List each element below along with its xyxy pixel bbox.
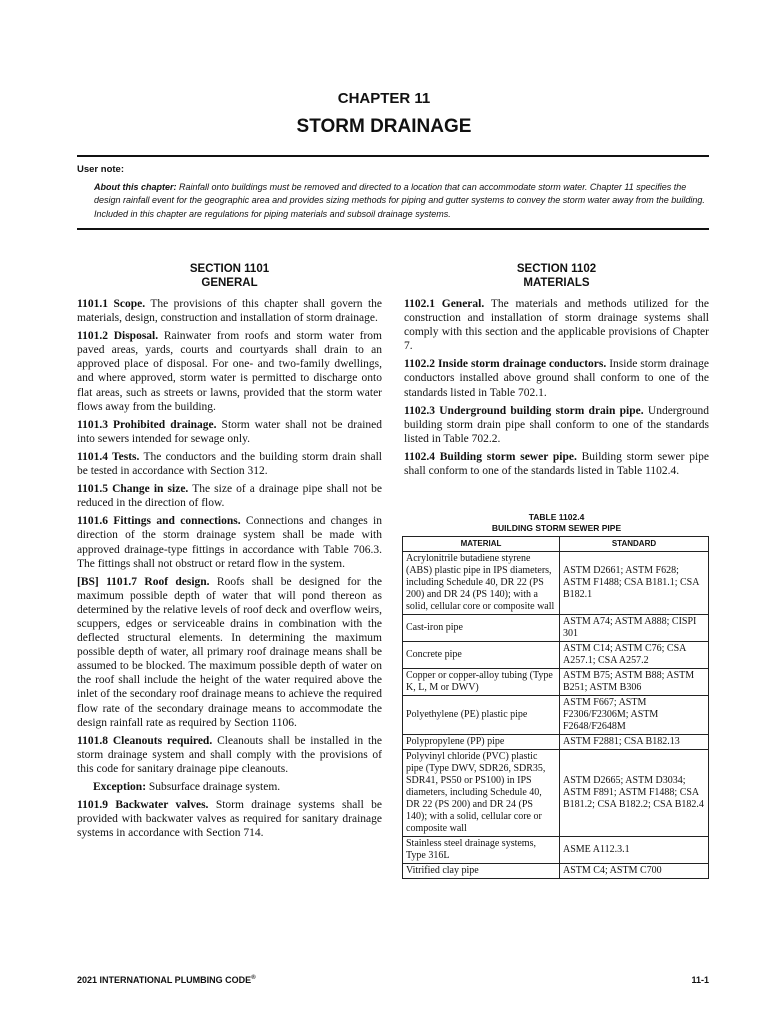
material-cell: Polyvinyl chloride (PVC) plastic pipe (Type DWV, SDR26, SDR35, SDR41, PS50 or PS100) in IPS diameters, including Schedule 40, DR 22 (PS 200) and DR 24 (PS 140); with a solid, cellular core or composite wall [403, 750, 560, 837]
section-1101-heading [77, 262, 382, 290]
material-cell: Polyethylene (PE) plastic pipe [403, 696, 560, 735]
material-cell: Stainless steel drainage systems, Type 316L [403, 837, 560, 864]
paragraph-1101-1 [77, 297, 382, 325]
paragraph-lead: 1101.1 Scope. [77, 298, 146, 310]
standard-cell: ASME A112.3.1 [560, 837, 709, 864]
paragraph-text: The materials and methods utilized for the construction and installation of storm drainage systems shall comply with this section and the applicable provisions of Chapter 7. [404, 298, 710, 353]
paragraph-1101-8 [77, 734, 382, 776]
table-1102-4-caption [404, 512, 709, 534]
paragraph-text: Storm drainage systems shall be provided with backwater valves as required for sanitary drainage systems in accordance with Section 714. [77, 799, 382, 840]
section-1102-title: MATERIALS [523, 277, 590, 289]
header-standard: STANDARD [560, 537, 709, 552]
section-1102-number: SECTION 1102 [516, 263, 597, 275]
footer-book-title [77, 975, 256, 985]
table-row [403, 615, 709, 642]
paragraph-lead: 1101.8 Cleanouts required. [77, 734, 213, 747]
paragraph-text: Storm water shall not be drained into sewers intended for sewage only. [77, 418, 383, 445]
standard-cell: ASTM D2661; ASTM F628; ASTM F1488; CSA B181.1; CSA B182.1 [560, 552, 709, 615]
table-row [403, 669, 709, 696]
paragraph-1101-9 [77, 798, 382, 840]
paragraph-1101-7 [77, 575, 382, 730]
paragraph-text: Underground building storm drain pipe shall conform to one of the standards listed in Table 702.2. [404, 404, 710, 445]
user-note-bottom-rule [77, 228, 709, 230]
table-row [403, 696, 709, 735]
paragraph-text: Rainwater from roofs and storm water from paved areas, yards, courts and courtyards shall drain to an approved place of disposal. For one- and two-family dwellings, and where approved, storm water is permitted to discharge onto flat areas, such as streets or lawns, provided that the storm water flows away from the building. [77, 330, 382, 413]
paragraph-lead: [BS] 1101.7 Roof design. [77, 575, 210, 588]
standard-cell: ASTM A74; ASTM A888; CISPI 301 [560, 615, 709, 642]
table-number: TABLE 1102.4 [528, 512, 585, 522]
paragraph-text: Connections and changes in direction of the storm drainage system shall be made with approved drainage-type fittings in accordance with Table 706.3. The fittings shall not obstruct or retard flow in the system. [77, 515, 382, 570]
paragraph-lead: 1101.4 Tests. [77, 450, 140, 463]
user-note-label: User note: [77, 164, 124, 175]
material-cell: Vitrified clay pipe [403, 864, 560, 879]
paragraph-1101-2 [77, 329, 382, 414]
material-cell: Cast-iron pipe [403, 615, 560, 642]
user-note-top-rule [77, 155, 709, 157]
section-1101-column [77, 262, 382, 844]
paragraph-1101-5 [77, 482, 382, 510]
registered-mark: ® [251, 975, 256, 981]
standard-cell: ASTM F667; ASTM F2306/F2306M; ASTM F2648/F2648M [560, 696, 709, 735]
paragraph-text: The provisions of this chapter shall govern the materials, design, construction and installation of storm drainage. [77, 298, 382, 325]
section-1101-title: GENERAL [201, 277, 258, 289]
paragraph-lead: 1101.3 Prohibited drainage. [77, 418, 217, 431]
paragraph-1102-3 [404, 404, 709, 446]
exception-text: Subsurface drainage system. [148, 781, 281, 793]
paragraph-lead: 1101.5 Change in size. [77, 483, 189, 496]
table-row [403, 552, 709, 615]
paragraph-lead: 1101.2 Disposal. [77, 330, 159, 343]
paragraph-1102-1 [404, 297, 709, 353]
material-cell: Copper or copper-alloy tubing (Type K, L, M or DWV) [403, 669, 560, 696]
table-row [403, 864, 709, 879]
standard-cell: ASTM F2881; CSA B182.13 [560, 735, 709, 750]
standard-cell: ASTM B75; ASTM B88; ASTM B251; ASTM B306 [560, 669, 709, 696]
exception-lead: Exception: [93, 781, 147, 793]
paragraph-lead: 1102.3 Underground building storm drain pipe. [404, 404, 644, 417]
exception-1101-8 [77, 780, 382, 794]
paragraph-lead: 1101.9 Backwater valves. [77, 799, 209, 812]
paragraph-1102-2 [404, 357, 709, 399]
material-cell: Concrete pipe [403, 642, 560, 669]
table-header-row [403, 537, 709, 552]
paragraph-1101-3 [77, 418, 382, 446]
paragraph-text: Roofs shall be designed for the maximum possible depth of water that will pond thereon as determined by the relative levels of roof deck and overflow weirs, scuppers, edges or serviceable drains in combination with the deflected structural elements. In determining the maximum possible depth of water, all primary roof drainage means shall be assumed to be blocked. The maximum possible depth of water on the roof shall include the height of the water required above the inlet of the secondary roof drainage means to achieve the required flow rate of the secondary drainage means to accommodate the design rainfall rate as required by Section 1106. [77, 575, 382, 729]
paragraph-1101-6 [77, 514, 382, 570]
material-cell: Polypropylene (PP) pipe [403, 735, 560, 750]
paragraph-1101-4 [77, 450, 382, 478]
table-row [403, 735, 709, 750]
table-title: BUILDING STORM SEWER PIPE [491, 523, 622, 533]
footer-page-number: 11-1 [691, 975, 709, 985]
table-1102-4 [402, 536, 709, 879]
standard-cell: ASTM C14; ASTM C76; CSA A257.1; CSA A257.2 [560, 642, 709, 669]
standard-cell: ASTM C4; ASTM C700 [560, 864, 709, 879]
paragraph-lead: 1102.1 General. [404, 298, 485, 310]
section-1101-number: SECTION 1101 [189, 263, 270, 275]
paragraph-lead: 1102.2 Inside storm drainage conductors. [404, 358, 607, 371]
paragraph-lead: 1102.4 Building storm sewer pipe. [404, 450, 577, 463]
user-note-text [94, 181, 710, 221]
footer-title-text: 2021 INTERNATIONAL PLUMBING CODE [77, 975, 252, 985]
header-material: MATERIAL [403, 537, 560, 552]
paragraph-text: Cleanouts shall be installed in the storm drainage system and shall comply with the provisions of this code for sanitary drainage pipe cleanouts. [77, 734, 383, 775]
chapter-number: CHAPTER 11 [337, 90, 431, 107]
user-note-body: Rainfall onto buildings must be removed and directed to a location that can accommodate storm water. Chapter 11 specifies the design rainfall event for the geographic area and provides sizing methods for piping and gutter systems to convey the storm water away from the building. Included in this chapter are regulations for piping materials and subsoil drainage systems. [94, 182, 705, 219]
paragraph-1102-4 [404, 450, 709, 478]
paragraph-lead: 1101.6 Fittings and connections. [77, 515, 241, 528]
table-row [403, 837, 709, 864]
table-row [403, 750, 709, 837]
paragraph-text: Inside storm drainage conductors installed above ground shall conform to one of the standards listed in Table 702.1. [404, 358, 710, 399]
chapter-title: STORM DRAINAGE [296, 116, 472, 137]
material-cell: Acrylonitrile butadiene styrene (ABS) plastic pipe in IPS diameters, including Schedule 40, DR 22 (PS 200) and DR 24 (PS 140); with a solid, cellular core or composite wall [403, 552, 560, 615]
paragraph-text: The conductors and the building storm drain shall be tested in accordance with Section 312. [77, 450, 383, 478]
section-1102-column [404, 262, 709, 482]
paragraph-text: Building storm sewer pipe shall conform to one of the standards listed in Table 1102.4. [404, 450, 709, 478]
standard-cell: ASTM D2665; ASTM D3034; ASTM F891; ASTM F1488; CSA B181.2; CSA B182.2; CSA B182.4 [560, 750, 709, 837]
section-1102-heading [404, 262, 709, 290]
user-note-lead: About this chapter: [94, 182, 177, 192]
table-row [403, 642, 709, 669]
paragraph-text: The size of a drainage pipe shall not be reduced in the direction of flow. [77, 483, 382, 510]
